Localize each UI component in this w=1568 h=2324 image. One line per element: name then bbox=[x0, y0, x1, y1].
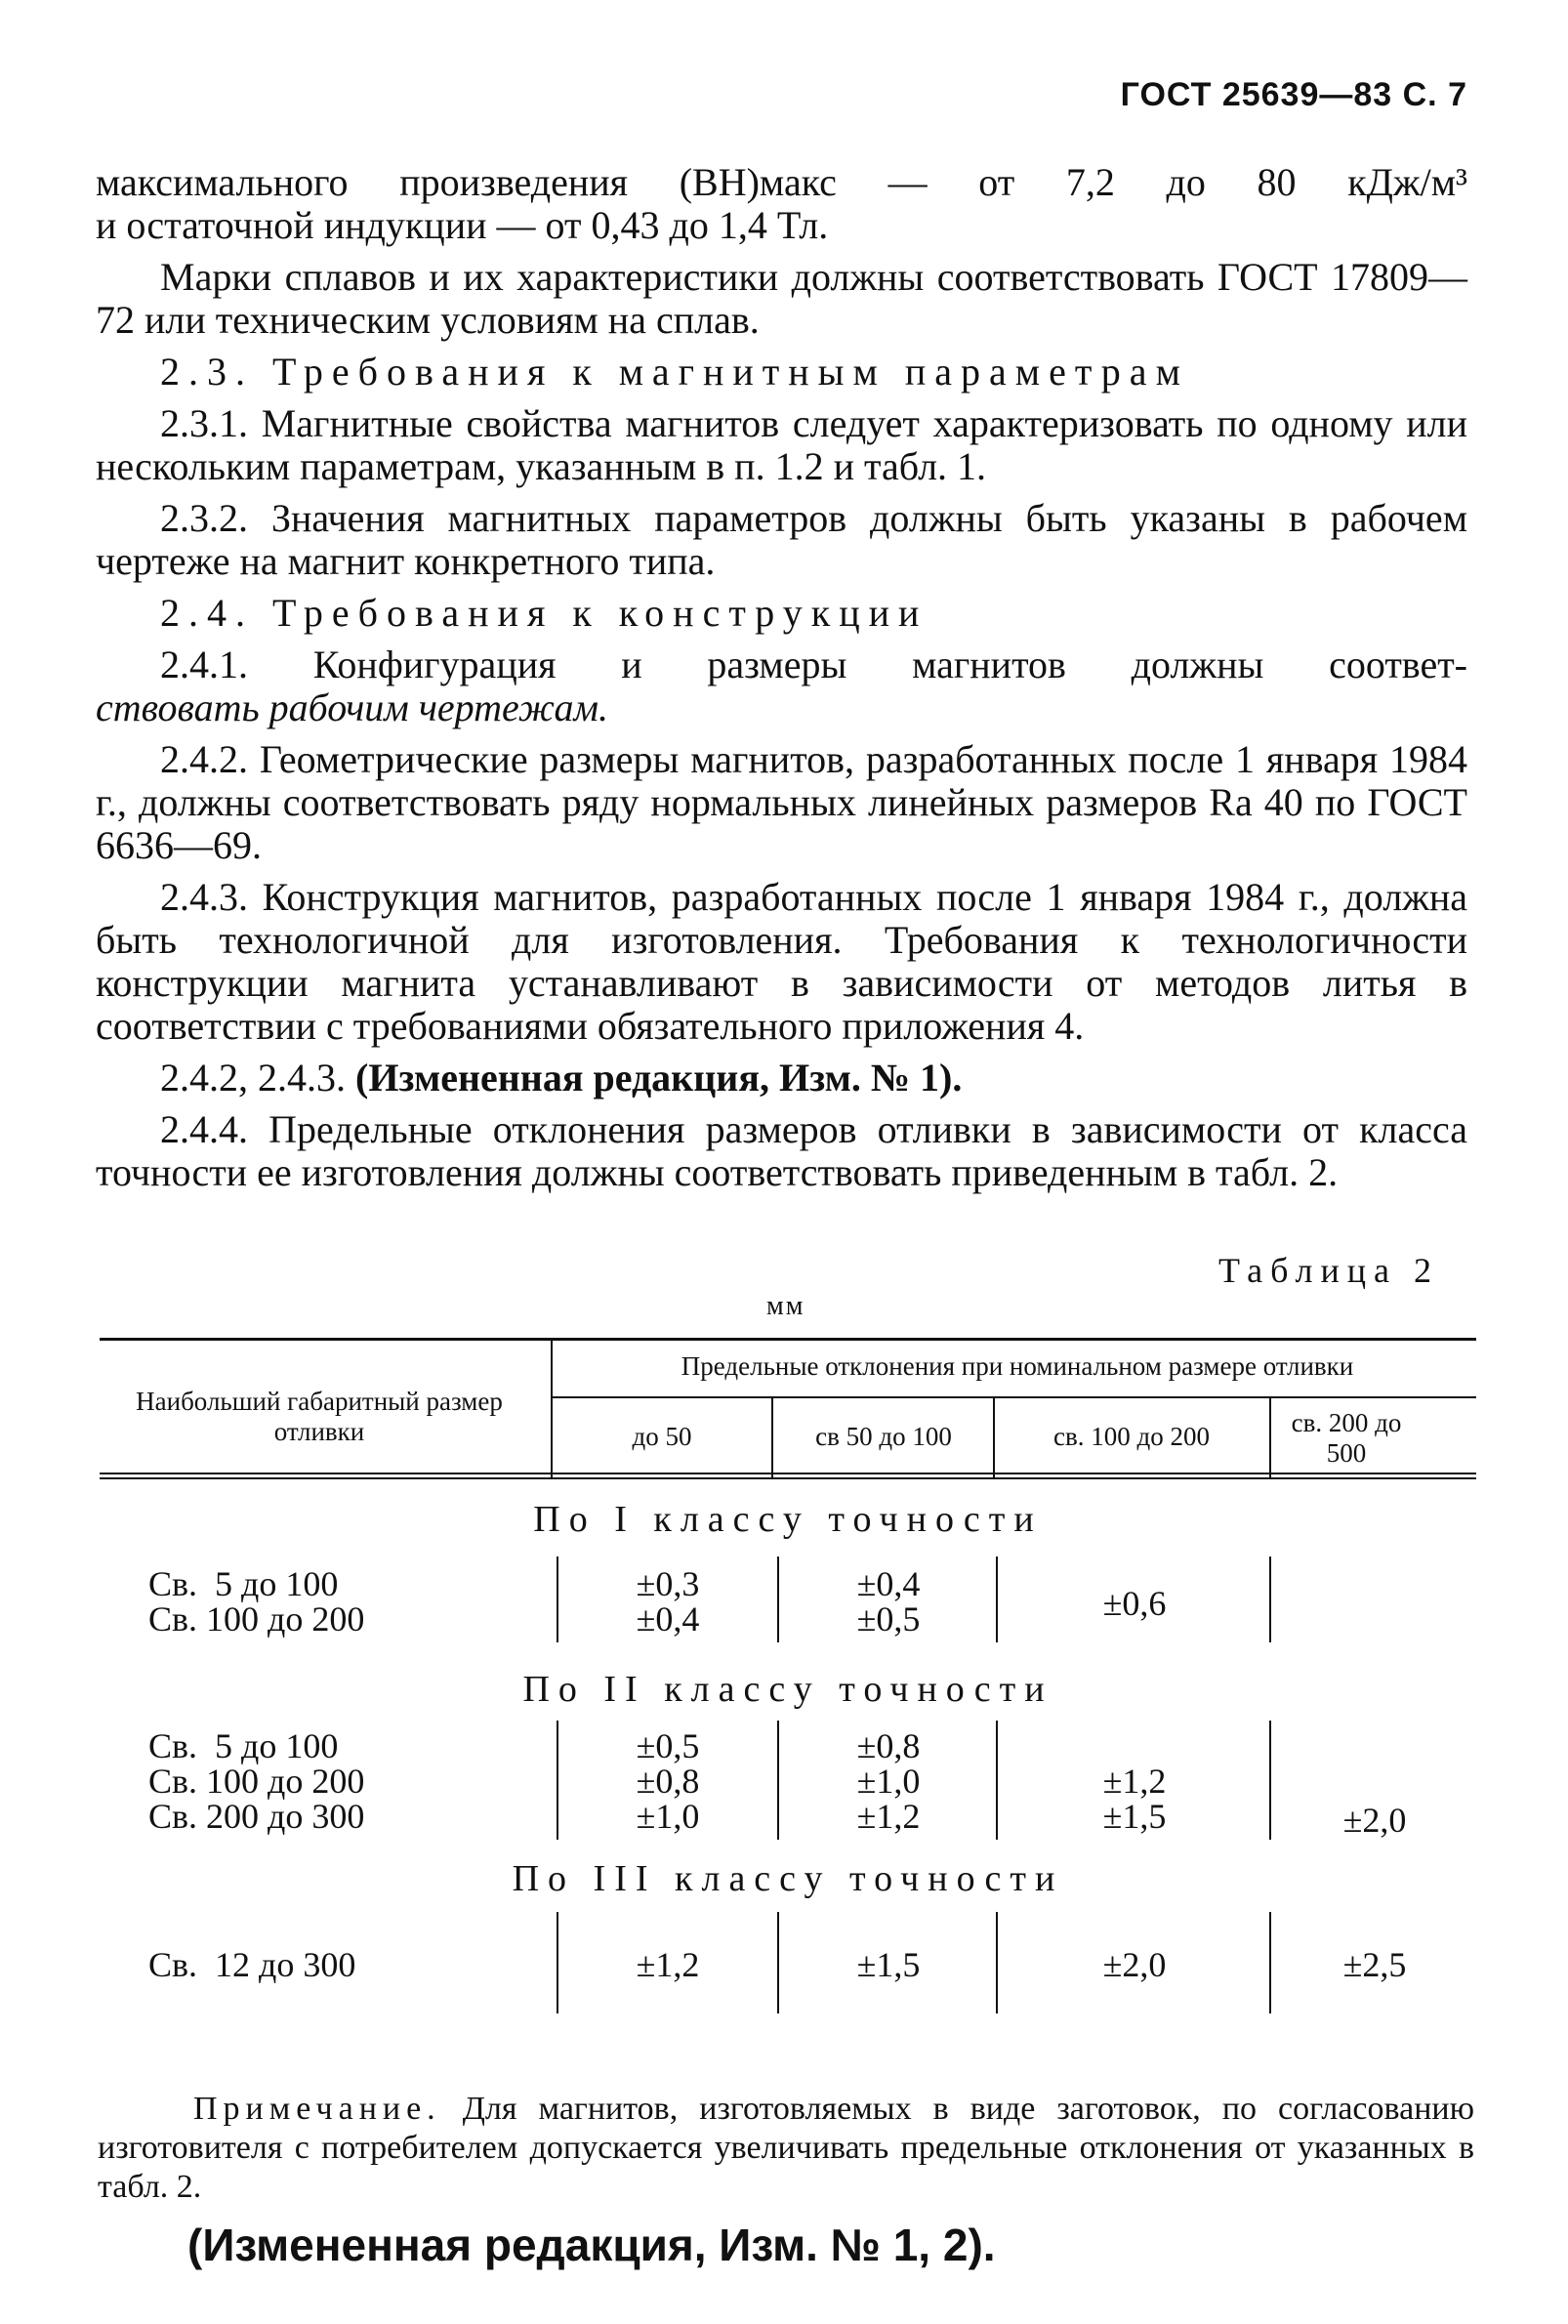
col-header: св. 200 до 500 bbox=[1291, 1408, 1402, 1468]
italic-text: ствовать рабочим чертежам. bbox=[96, 685, 608, 729]
paragraph: 2.3.2. Значения магнитных параметров должны быть указаны в рабочем чертеже на магнит конкретного типа. bbox=[96, 496, 1467, 583]
table-cell: ±1,0 bbox=[636, 1797, 700, 1836]
note-paragraph bbox=[98, 2090, 1474, 2207]
col-header-first: Наибольший габаритный размер отливки bbox=[136, 1387, 503, 1446]
column-rule bbox=[557, 1912, 558, 2013]
group-header: Предельные отклонения при номинальном размере отливки bbox=[681, 1351, 1354, 1381]
row-label: Св. 5 до 100 bbox=[148, 1564, 339, 1603]
column-rule bbox=[557, 1721, 558, 1840]
table-cell: ±2,5 bbox=[1342, 1945, 1407, 1984]
page-header: ГОСТ 25639—83 С. 7 bbox=[1120, 76, 1467, 113]
col-header: св. 100 до 200 bbox=[1053, 1422, 1210, 1451]
table-cell: ±1,2 bbox=[636, 1945, 700, 1984]
section-title: По II классу точности bbox=[522, 1669, 1053, 1710]
row-label: Св. 100 до 200 bbox=[148, 1762, 365, 1801]
table-cell: ±0,5 bbox=[856, 1599, 921, 1639]
section-title: По III классу точности bbox=[512, 1858, 1064, 1899]
paragraph: 2.4.2. Геометрические размеры магнитов, разработанных после 1 января 1984 г., должны соответствовать ряду нормальных линейных размеров Ra 40 по ГОСТ 6636—69. bbox=[96, 737, 1467, 867]
table-top-rule bbox=[100, 1338, 1476, 1341]
table-cell: ±1,2 bbox=[1102, 1762, 1167, 1801]
column-rule bbox=[557, 1556, 558, 1642]
table-header-rule bbox=[100, 1477, 1476, 1479]
table-cell: ±0,3 bbox=[636, 1564, 700, 1603]
column-rule bbox=[551, 1338, 553, 1477]
tolerance-table bbox=[100, 1330, 1476, 2033]
table-note bbox=[98, 2090, 1474, 2207]
table-cell: ±0,6 bbox=[1102, 1584, 1167, 1623]
table-cell: ±0,8 bbox=[856, 1726, 921, 1765]
col-header: до 50 bbox=[632, 1422, 692, 1451]
paragraph: 2.3.1. Магнитные свойства магнитов следует характеризовать по одному или нескольким параметрам, указанным в п. 1.2 и табл. 1. bbox=[96, 401, 1467, 488]
table-cell: ±0,4 bbox=[636, 1599, 700, 1639]
table-cell: ±1,5 bbox=[1102, 1797, 1167, 1836]
column-rule bbox=[996, 1556, 998, 1642]
column-rule bbox=[1269, 1721, 1271, 1840]
col-header: св 50 до 100 bbox=[815, 1422, 952, 1451]
column-rule bbox=[1269, 1556, 1271, 1642]
column-rule bbox=[777, 1556, 779, 1642]
paragraph-line: 2.4.1. Конфигурация и размеры магнитов должны соответ- bbox=[160, 643, 1467, 686]
amendment-bold: (Измененная редакция, Изм. № 1). bbox=[355, 1056, 963, 1100]
group-header-rule bbox=[551, 1396, 1476, 1398]
amendment-note bbox=[96, 1057, 1467, 1100]
paragraph: 2.4.3. Конструкция магнитов, разработанных после 1 января 1984 г., должна быть технологичной для изготовления. Требования к технологичности конструкции магнита устанавливают в зависимости от методов литья в соответствии с требованиями обязательного приложения 4. bbox=[96, 875, 1467, 1048]
section-heading: 2.3. Требования к магнитным параметрам bbox=[160, 350, 1189, 394]
amendment-ref: 2.4.2, 2.4.3. bbox=[160, 1056, 355, 1100]
table-cell: ±0,5 bbox=[636, 1726, 700, 1765]
column-rule bbox=[777, 1912, 779, 2013]
column-rule bbox=[996, 1721, 998, 1840]
table-cell: ±1,2 bbox=[856, 1797, 921, 1836]
paragraph-line: максимального произведения (ВН)макс — от 7,2 до 80 кДж/м³ bbox=[96, 160, 1467, 204]
table-cell: ±0,4 bbox=[856, 1564, 921, 1603]
paragraph: 2.4.4. Предельные отклонения размеров отливки в зависимости от класса точности ее изготовления должны соответствовать приведенным в табл. 2. bbox=[96, 1107, 1467, 1194]
column-rule bbox=[993, 1396, 995, 1477]
table-caption: Таблица 2 bbox=[1218, 1251, 1439, 1290]
column-rule bbox=[1269, 1396, 1271, 1477]
body-text bbox=[96, 161, 1467, 1194]
note-text: Для магнитов, изготовляемых в виде заготовок, по согласованию изготовителя с потребителем допускается увеличивать предельные отклонения от указанных в табл. 2. bbox=[98, 2091, 1474, 2205]
table-cell: ±2,0 bbox=[1102, 1945, 1167, 1984]
column-rule bbox=[996, 1912, 998, 2013]
column-rule bbox=[771, 1396, 773, 1477]
row-label: Св. 100 до 200 bbox=[148, 1599, 365, 1639]
table-cell: ±0,8 bbox=[636, 1762, 700, 1801]
table-cell: ±1,5 bbox=[856, 1945, 921, 1984]
table-units: мм bbox=[766, 1291, 805, 1321]
paragraph-line bbox=[96, 686, 1467, 729]
row-label: Св. 12 до 300 bbox=[148, 1945, 356, 1984]
paragraph-line: и остаточной индукции — от 0,43 до 1,4 Тл. bbox=[96, 203, 829, 247]
table-cell: ±2,0 bbox=[1342, 1801, 1407, 1840]
section-heading: 2.4. Требования к конструкции bbox=[160, 591, 928, 635]
table-cell: ±1,0 bbox=[856, 1762, 921, 1801]
note-lead: Примечание. bbox=[193, 2091, 441, 2127]
section-title: По I классу точности bbox=[533, 1499, 1043, 1540]
column-rule bbox=[1269, 1912, 1271, 2013]
column-rule bbox=[777, 1721, 779, 1840]
row-label: Св. 5 до 100 bbox=[148, 1726, 339, 1765]
paragraph: Марки сплавов и их характеристики должны соответствовать ГОСТ 17809—72 или техническим условиям на сплав. bbox=[96, 255, 1467, 342]
row-label: Св. 200 до 300 bbox=[148, 1797, 365, 1836]
final-amendment: (Измененная редакция, Изм. № 1, 2). bbox=[187, 2220, 996, 2270]
